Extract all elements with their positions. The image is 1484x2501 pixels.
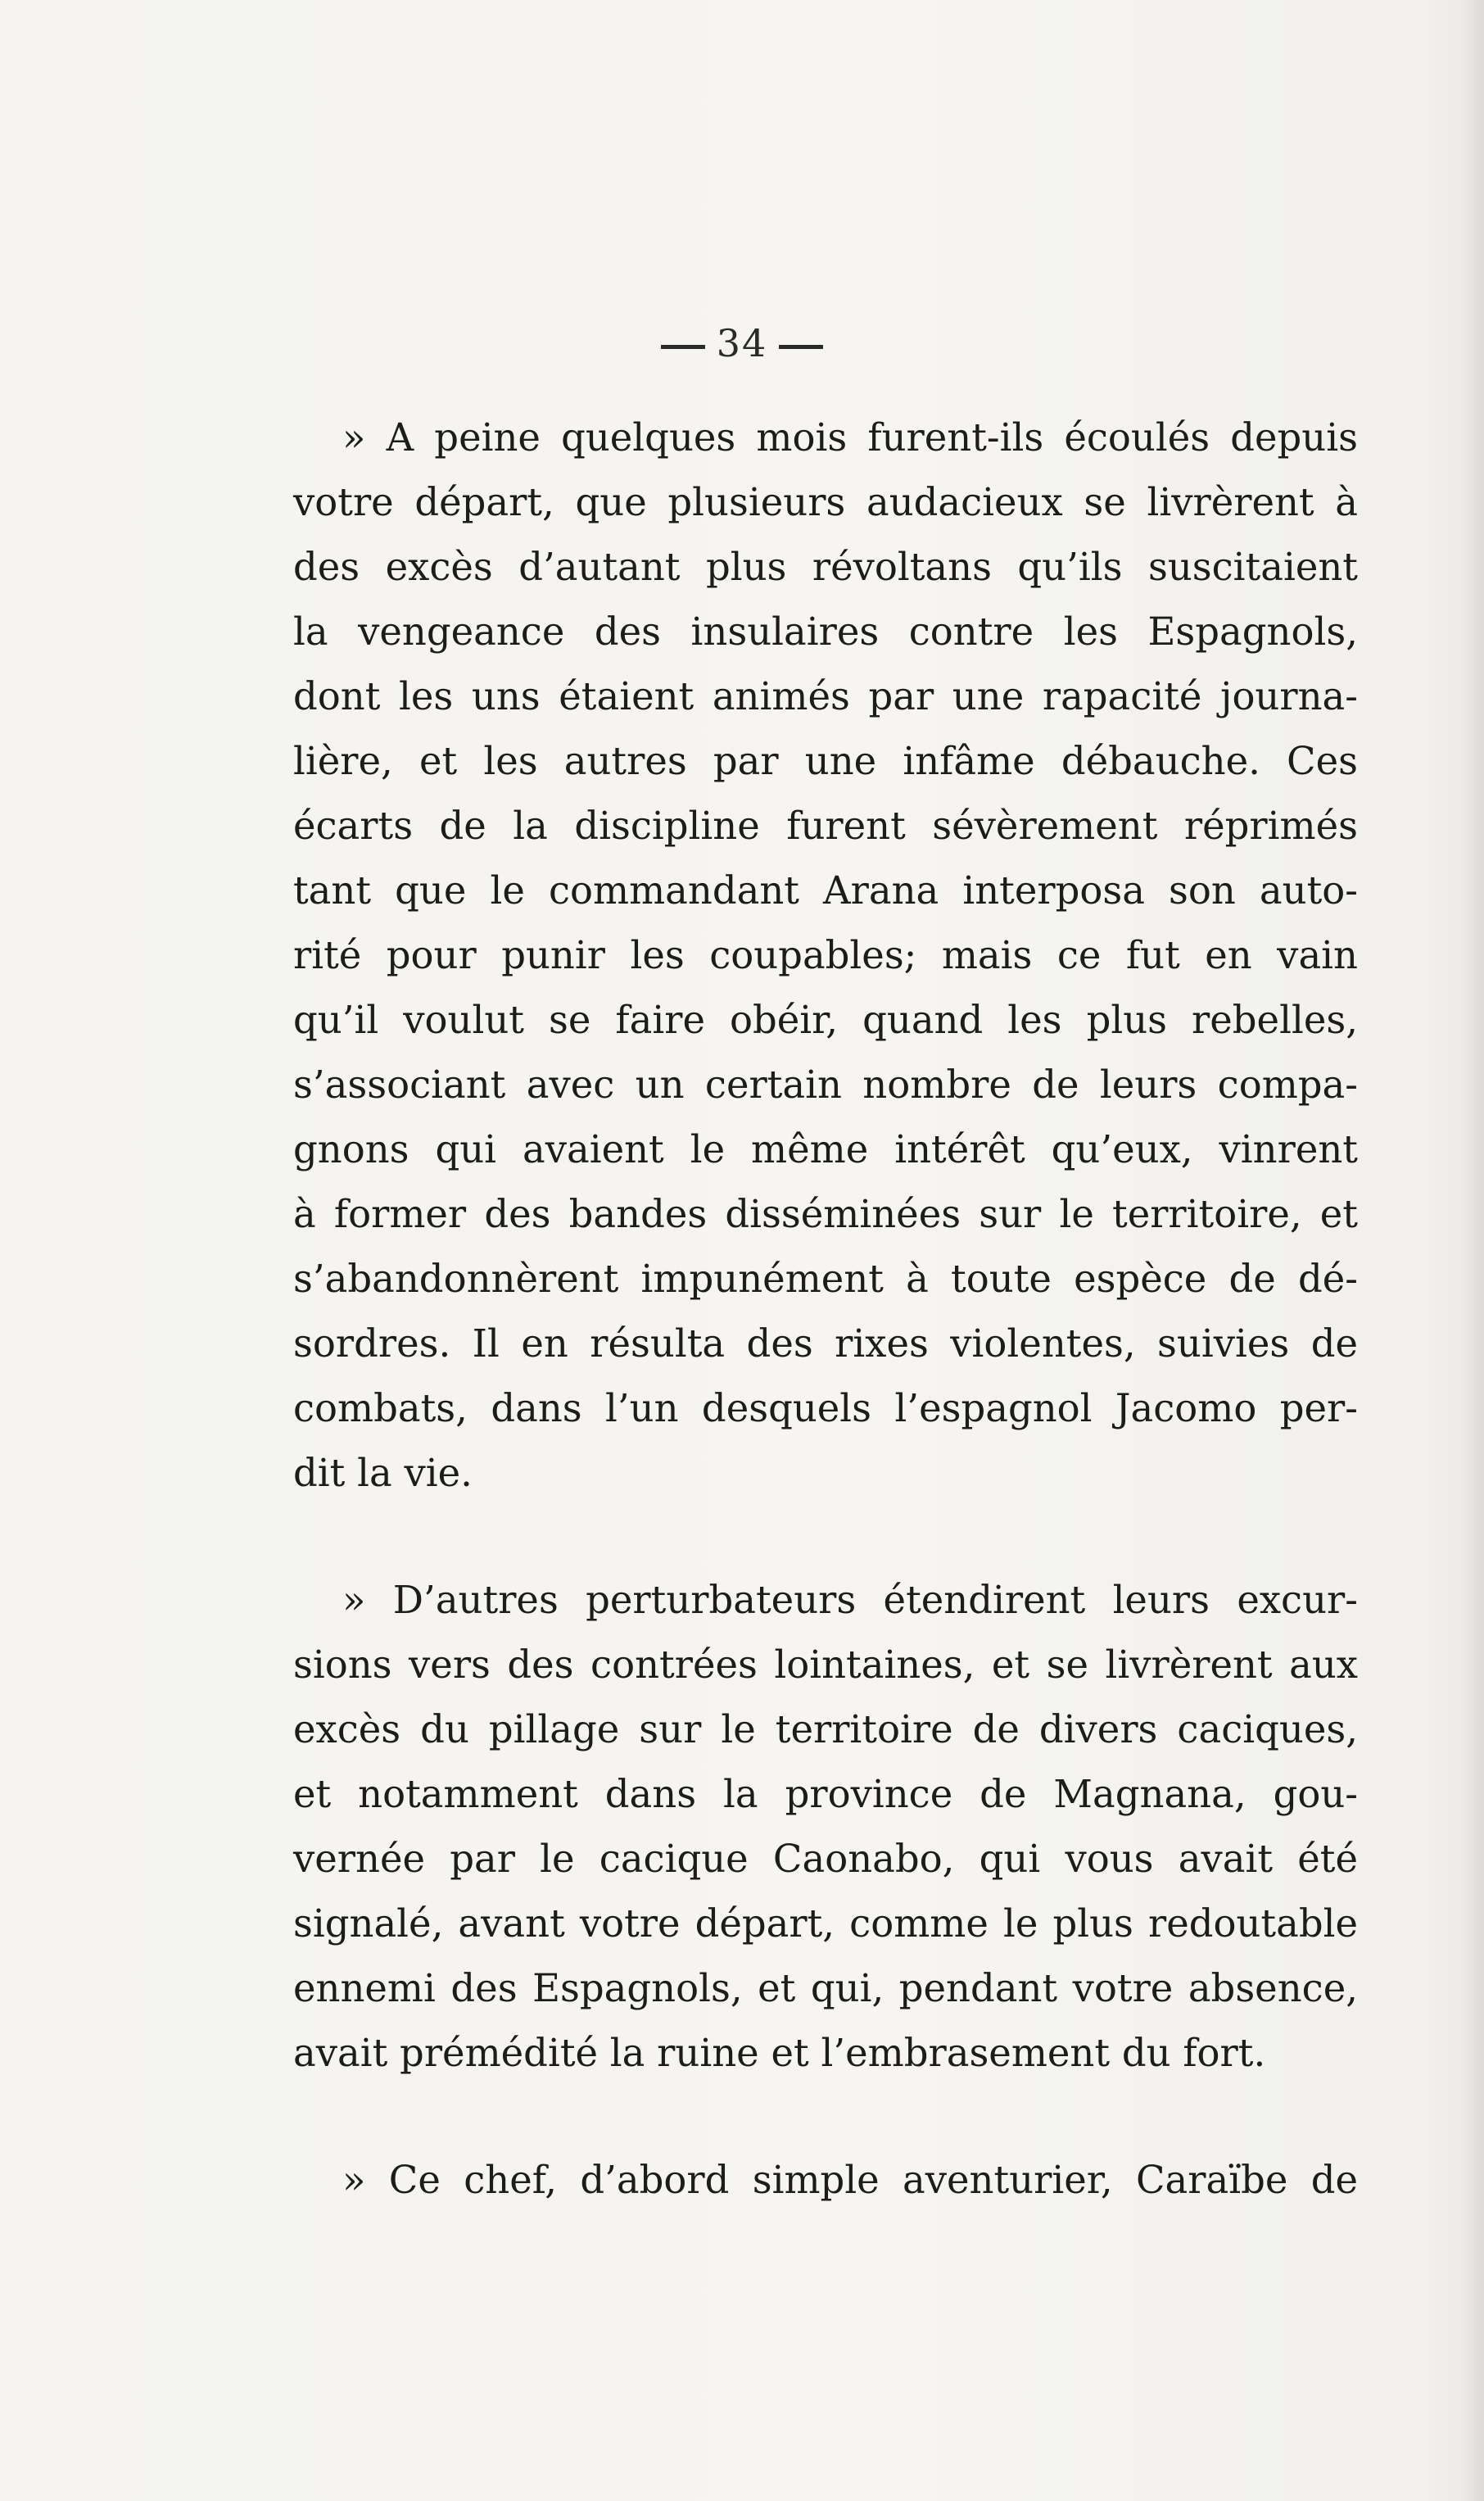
paragraph-spacer [293,2086,1358,2148]
folio-dash-left [661,345,705,349]
text-line: dit la vie. [293,1451,473,1495]
folio-dash-right [779,345,823,349]
text-line: dont les uns étaient animés par une rapacité journa- [293,674,1358,718]
text-line: rité pour punir les coupables; mais ce fut en vain [293,933,1358,977]
text-line: et notamment dans la province de Magnana, gou- [293,1772,1358,1816]
text-line: sordres. Il en résulta des rixes violentes, suivies de [293,1321,1358,1366]
text-line: excès du pillage sur le territoire de divers caciques, [293,1707,1358,1751]
text-line: s’associant avec un certain nombre de leurs compa- [293,1062,1358,1107]
text-line: signalé, avant votre départ, comme le plus redoutable [293,1901,1358,1946]
paragraph-2 [293,1568,1358,2086]
text-line: qu’il voulut se faire obéir, quand les plus rebelles, [293,998,1358,1042]
text-line: avait prémédité la ruine et l’embrasement du fort. [293,2031,1266,2075]
text-line: la vengeance des insulaires contre les Espagnols, [293,609,1358,654]
page-number [0,321,1484,365]
text-line: à former des bandes disséminées sur le territoire, et [293,1192,1358,1236]
text-line: » A peine quelques mois furent-ils écoulés depuis [342,415,1358,460]
paragraph-3 [293,2148,1358,2213]
paragraph-1 [293,406,1358,1506]
text-line: » Ce chef, d’abord simple aventurier, Caraïbe de [342,2158,1358,2202]
text-line: gnons qui avaient le même intérêt qu’eux, vinrent [293,1127,1358,1171]
text-line: sions vers des contrées lointaines, et se livrèrent aux [293,1642,1358,1687]
text-line: s’abandonnèrent impunément à toute espèce de dé- [293,1257,1358,1301]
page-gutter-shadow [1461,0,1484,2501]
text-line: ennemi des Espagnols, et qui, pendant votre absence, [293,1966,1358,2010]
text-line: des excès d’autant plus révoltans qu’ils suscitaient [293,545,1358,589]
text-line: tant que le commandant Arana interposa son auto- [293,868,1358,913]
body-text [293,406,1358,2213]
page-number-value: 34 [716,321,768,365]
paragraph-spacer [293,1506,1358,1568]
text-line: écarts de la discipline furent sévèrement réprimés [293,804,1358,848]
text-line: combats, dans l’un desquels l’espagnol Jacomo per- [293,1386,1358,1430]
text-line: lière, et les autres par une infâme débauche. Ces [293,739,1358,783]
text-line: vernée par le cacique Caonabo, qui vous avait été [293,1837,1358,1881]
text-line: » D’autres perturbateurs étendirent leurs excur- [342,1578,1358,1622]
text-line: votre départ, que plusieurs audacieux se livrèrent à [293,480,1358,524]
